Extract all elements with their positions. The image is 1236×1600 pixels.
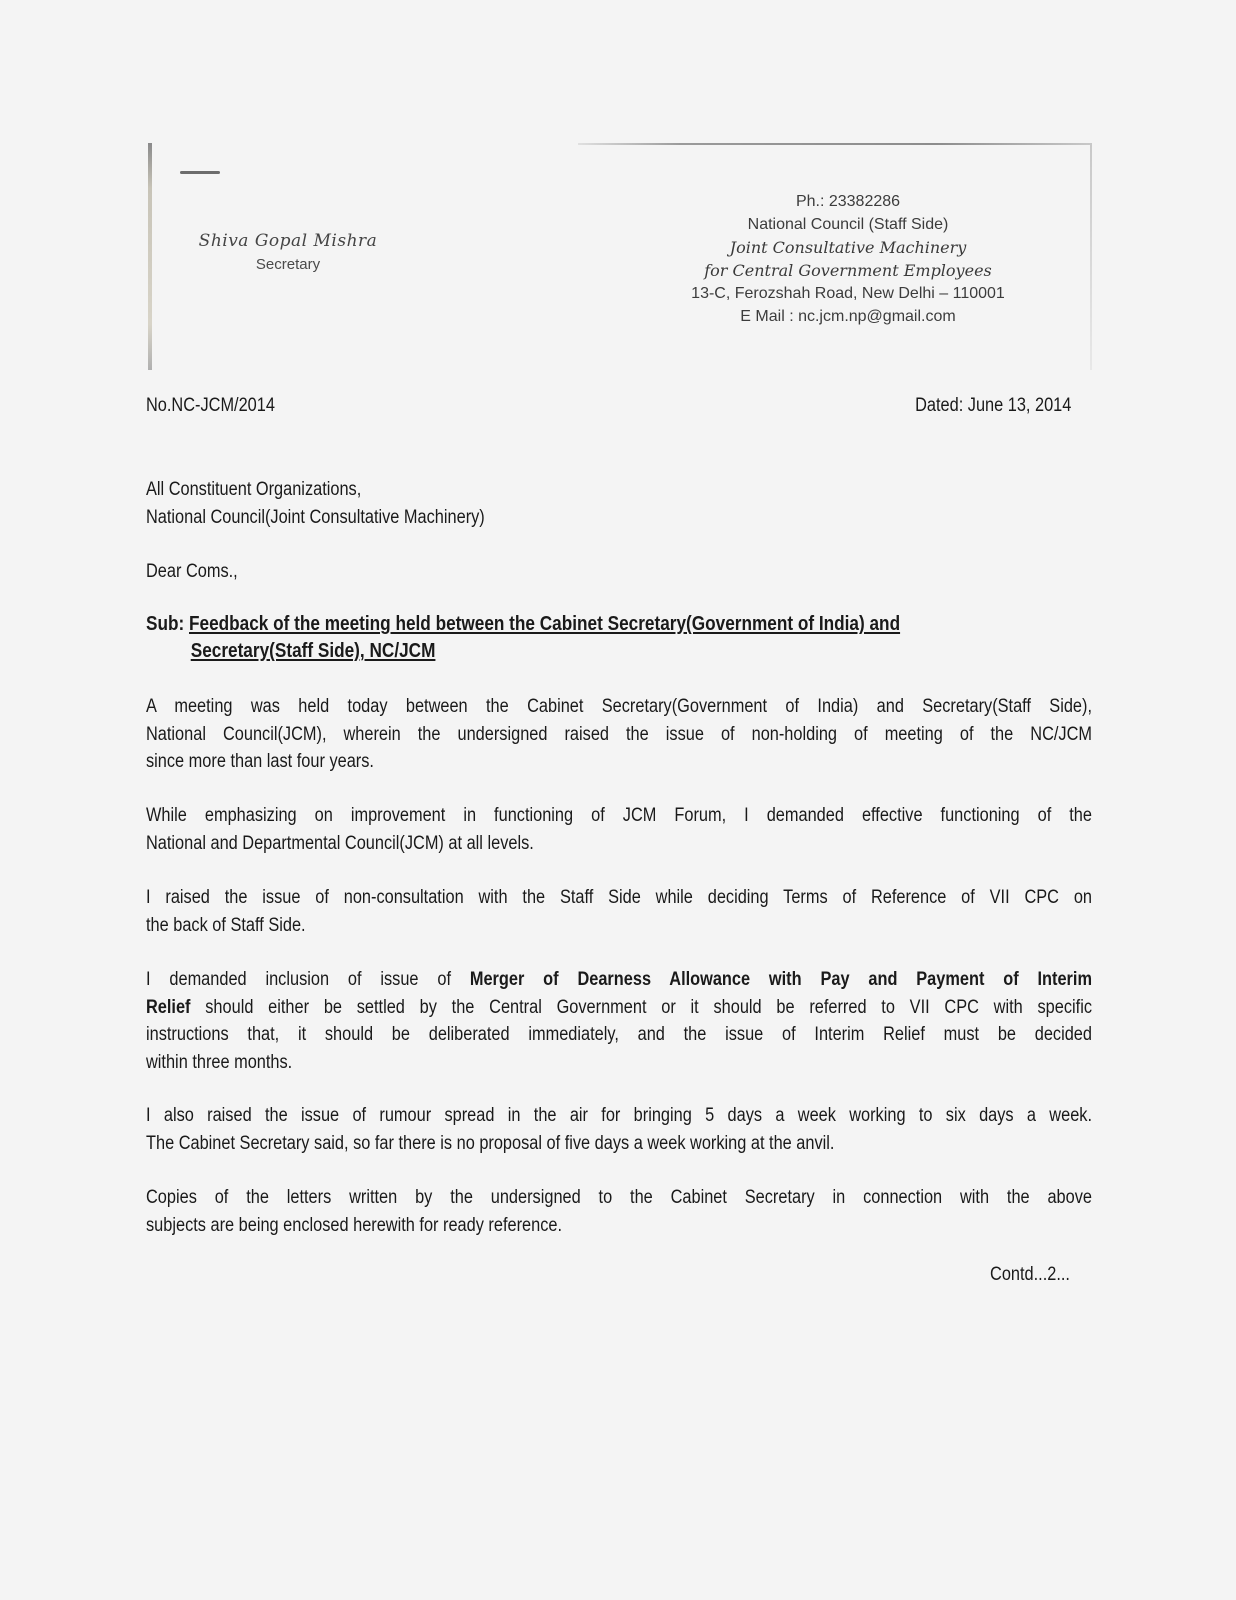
paragraph-line: A meeting was held today between the Cabinet Secretary(Government of India) and Secretary(Staff Side), (146, 696, 1092, 717)
paragraph-5 (146, 1102, 1092, 1157)
paragraph-2 (146, 802, 1092, 857)
addressee-line-1: All Constituent Organizations, (146, 479, 362, 500)
org-subtitle: Joint Consultative Machinery (729, 238, 967, 257)
emphasis-merger-da: Merger of Dearness Allowance with Pay and Payment of Interim (469, 969, 1092, 990)
org-subtitle-2: for Central Government Employees (704, 261, 992, 280)
org-email: E Mail : nc.jcm.np@gmail.com (740, 308, 956, 325)
paragraph-line: the back of Staff Side. (146, 914, 306, 936)
phone-number: Ph.: 23382286 (795, 193, 901, 210)
paragraph-4 (146, 966, 1092, 1076)
paragraph-line: instructions that, it should be deliberated immediately, and the issue of Interim Relief must be decided (146, 1024, 1092, 1045)
paragraph-line: National Council(JCM), wherein the undersigned raised the issue of non-holding of meeting of the NC/JCM (146, 723, 1092, 745)
continuation-note: Contd...2... (990, 1264, 1070, 1285)
letterhead-dash-mark (180, 171, 220, 174)
paragraph-line: I also raised the issue of rumour spread in the air for bringing 5 days a week working to six days a week. (146, 1105, 1092, 1126)
paragraph-line: I demanded inclusion of issue of Merger of Dearness Allowance with Pay and Payment of Interim (146, 969, 1092, 990)
sender-title: Secretary (255, 256, 321, 273)
org-name: National Council (Staff Side) (747, 216, 949, 233)
paragraph-6 (146, 1184, 1092, 1239)
org-address: 13-C, Ferozshah Road, New Delhi – 110001 (691, 285, 1005, 302)
letterhead-top-rule (578, 143, 1090, 145)
subject-line-2: Secretary(Staff Side), NC/JCM (190, 640, 436, 662)
paragraph-line: National and Departmental Council(JCM) at all levels. (146, 832, 534, 854)
letterhead-right-border (1090, 143, 1092, 370)
subject-line-1: Feedback of the meeting held between the Cabinet Secretary(Government of India) and (189, 613, 901, 635)
paragraph-line: subjects are being enclosed herewith for ready reference. (146, 1214, 563, 1236)
salutation: Dear Coms., (146, 561, 238, 582)
reference-number: No.NC-JCM/2014 (146, 395, 275, 416)
paragraph-line: The Cabinet Secretary said, so far there is no proposal of five days a week working at the anvil. (146, 1132, 835, 1154)
paragraph-line: Copies of the letters written by the undersigned to the Cabinet Secretary in connection with the above (146, 1187, 1092, 1208)
paragraph-line: I raised the issue of non-consultation with the Staff Side while deciding Terms of Reference of VII CPC on (146, 887, 1092, 908)
paragraph-line: While emphasizing on improvement in functioning of JCM Forum, I demanded effective functioning of the (146, 805, 1092, 826)
paragraph-3 (146, 884, 1092, 939)
reference-row (146, 395, 1092, 417)
paragraph-1 (146, 693, 1092, 776)
paragraph-line: within three months. (146, 1051, 293, 1073)
paragraph-line: Relief should either be settled by the Central Government or it should be referred to VII CPC with specific (146, 996, 1092, 1018)
emphasis-relief: Relief (146, 996, 191, 1018)
letterhead (148, 143, 1092, 370)
organization-block (648, 190, 1048, 328)
letter-date: Dated: June 13, 2014 (915, 395, 1072, 416)
addressee-line-2: National Council(Joint Consultative Machinery) (146, 506, 485, 528)
sender-name: Shiva Gopal Mishra (198, 231, 378, 251)
subject (146, 611, 1092, 665)
paragraph-line: since more than last four years. (146, 751, 374, 772)
subject-label: Sub: (146, 613, 185, 635)
letterhead-left-border (148, 143, 152, 370)
addressee (146, 476, 485, 531)
